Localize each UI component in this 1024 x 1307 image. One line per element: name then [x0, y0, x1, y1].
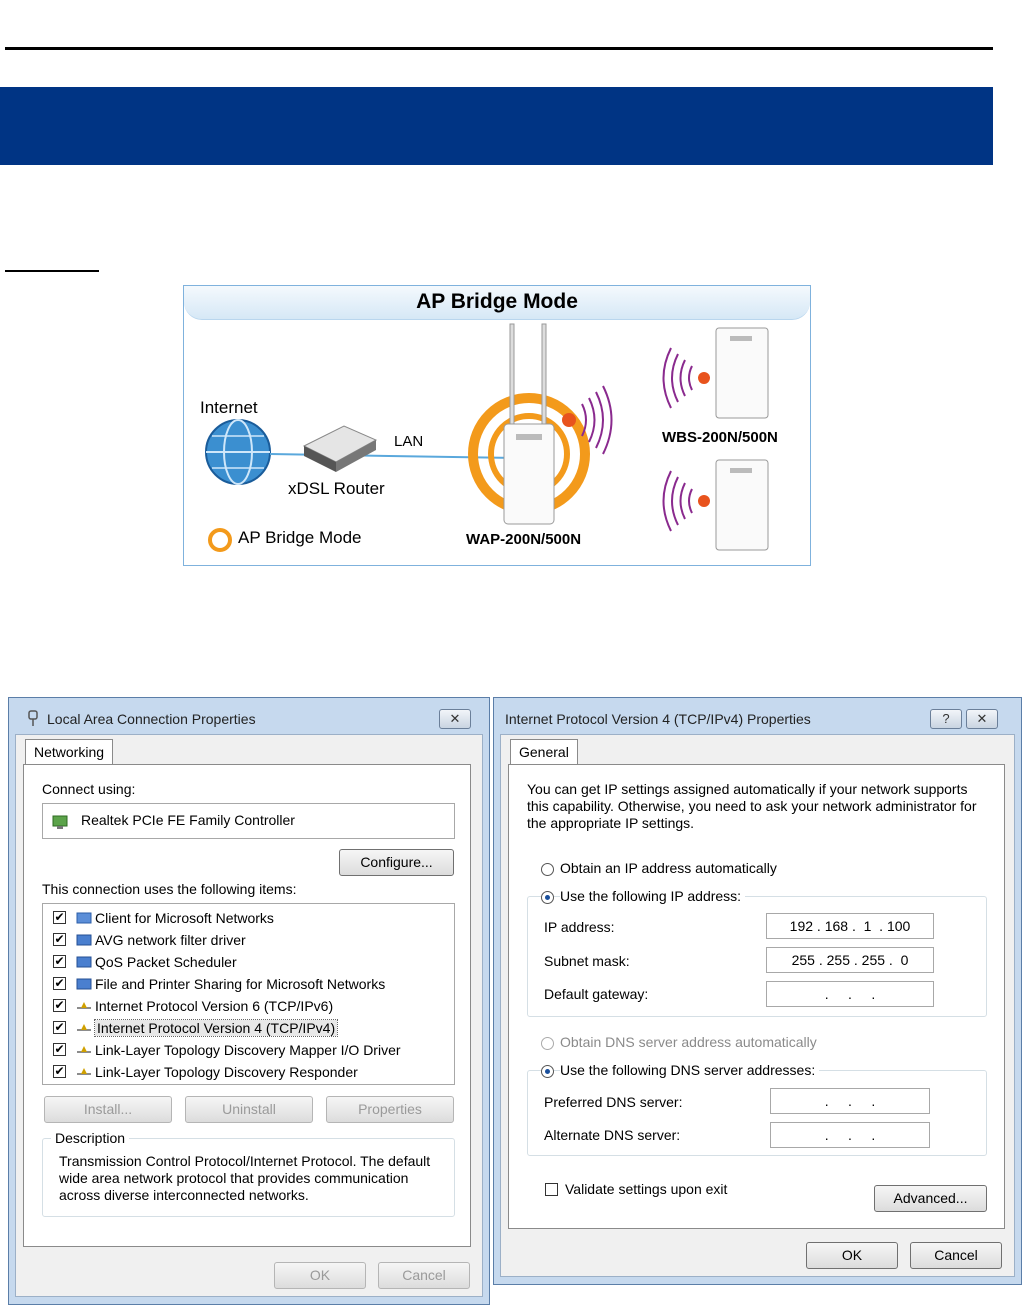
close-button[interactable]: ✕ — [439, 709, 471, 729]
intro-text: You can get IP settings assigned automatically if your network supports this capability. Otherwise, you need to ask your network administrator for the appropriate IP settings. — [527, 781, 977, 831]
list-item[interactable] — [43, 974, 453, 996]
access-point-icon — [504, 324, 554, 524]
ip-address-label: IP address: — [544, 919, 615, 935]
use-following-dns-radio[interactable] — [541, 1065, 554, 1078]
adapter-name: Realtek PCIe FE Family Controller — [81, 812, 295, 828]
install-button[interactable]: Install... — [44, 1096, 172, 1123]
items-label: This connection uses the following items: — [42, 881, 297, 897]
obtain-ip-auto-radio[interactable] — [541, 863, 554, 876]
heading-underline — [5, 270, 99, 272]
bridge-signal-bottom-icon — [664, 471, 711, 531]
router-icon — [304, 426, 376, 472]
description-text: Transmission Control Protocol/Internet Protocol. The default wide area network protocol that provides communication across diverse interconnected networks. — [59, 1153, 431, 1203]
list-item[interactable] — [43, 930, 453, 952]
lan-label: LAN — [394, 433, 424, 450]
cancel-button[interactable]: Cancel — [910, 1242, 1002, 1269]
item-checkbox[interactable]: ✔ — [54, 1064, 65, 1078]
client-network-icon — [76, 911, 92, 925]
use-following-dns-label: Use the following DNS server addresses: — [560, 1062, 819, 1078]
item-checkbox[interactable]: ✔ — [54, 976, 65, 990]
list-item[interactable] — [43, 1018, 453, 1040]
service-icon — [76, 933, 92, 947]
bridge-model-label: WBS-200N/500N — [662, 429, 778, 446]
list-item[interactable] — [43, 1040, 453, 1062]
network-adapter-icon — [51, 813, 69, 831]
internet-label: Internet — [200, 398, 258, 417]
item-label: Client for Microsoft Networks — [95, 910, 274, 926]
item-label: File and Printer Sharing for Microsoft Networks — [95, 976, 386, 992]
alternate-dns-label: Alternate DNS server: — [544, 1127, 681, 1143]
description-label: Description — [51, 1130, 129, 1146]
general-panel — [508, 764, 1005, 1229]
legend-label: AP Bridge Mode — [238, 528, 362, 547]
subnet-mask-input[interactable]: 255 . 255 . 255 . 0 — [766, 947, 934, 973]
preferred-dns-label: Preferred DNS server: — [544, 1094, 683, 1110]
ip-address-input[interactable]: 192 . 168 . 1 . 100 — [766, 913, 934, 939]
item-checkbox[interactable]: ✔ — [54, 1020, 65, 1034]
properties-button[interactable]: Properties — [326, 1096, 454, 1123]
legend-ring-icon — [210, 530, 230, 550]
protocol-icon — [76, 999, 92, 1013]
ap-model-label: WAP-200N/500N — [466, 531, 582, 548]
tab-general[interactable]: General — [510, 739, 578, 765]
bridge-device-top-icon — [716, 328, 768, 418]
protocol-icon — [76, 1065, 92, 1079]
item-label: AVG network filter driver — [95, 932, 246, 948]
use-following-ip-label: Use the following IP address: — [560, 888, 745, 904]
obtain-dns-auto-label: Obtain DNS server address automatically — [560, 1034, 817, 1050]
list-item[interactable] — [43, 908, 453, 930]
ok-button[interactable]: OK — [274, 1262, 366, 1289]
item-checkbox[interactable]: ✔ — [54, 998, 65, 1012]
items-list — [42, 903, 455, 1085]
use-following-ip-radio[interactable] — [541, 891, 554, 904]
item-checkbox[interactable]: ✔ — [54, 932, 65, 946]
ipv4-properties-window — [493, 697, 1022, 1285]
list-item[interactable] — [43, 1062, 453, 1084]
section-banner — [0, 87, 993, 165]
item-label: Internet Protocol Version 4 (TCP/IPv4) — [97, 1020, 336, 1036]
alternate-dns-input[interactable]: . . . — [770, 1122, 930, 1148]
preferred-dns-input[interactable]: . . . — [770, 1088, 930, 1114]
item-checkbox[interactable]: ✔ — [54, 1042, 65, 1056]
close-button[interactable]: ✕ — [966, 709, 998, 729]
list-item[interactable] — [43, 952, 453, 974]
configure-button[interactable]: Configure... — [339, 849, 454, 876]
validate-checkbox[interactable] — [545, 1183, 558, 1196]
tab-networking[interactable]: Networking — [25, 739, 113, 765]
lac-properties-window — [8, 697, 490, 1305]
ap-bridge-mode-diagram — [183, 285, 811, 566]
bridge-device-bottom-icon — [716, 460, 768, 550]
bridge-signal-top-icon — [664, 348, 711, 408]
item-label: QoS Packet Scheduler — [95, 954, 237, 970]
header-rule — [5, 47, 993, 50]
ok-button[interactable]: OK — [806, 1242, 898, 1269]
item-checkbox[interactable]: ✔ — [54, 954, 65, 968]
connect-using-label: Connect using: — [42, 781, 136, 797]
lac-client-area — [15, 734, 483, 1297]
obtain-dns-auto-radio[interactable] — [541, 1037, 554, 1050]
list-item[interactable] — [43, 996, 453, 1018]
item-label: Link-Layer Topology Discovery Mapper I/O Driver — [95, 1042, 401, 1058]
diagram-art — [184, 286, 810, 565]
router-label: xDSL Router — [288, 479, 385, 498]
obtain-ip-auto-label: Obtain an IP address automatically — [560, 860, 777, 876]
protocol-icon — [76, 1021, 92, 1035]
protocol-icon — [76, 1043, 92, 1057]
item-label: Internet Protocol Version 6 (TCP/IPv6) — [95, 998, 334, 1014]
help-button[interactable]: ? — [930, 709, 962, 729]
item-checkbox[interactable]: ✔ — [54, 910, 65, 924]
ipv4-window-title: Internet Protocol Version 4 (TCP/IPv4) Properties — [505, 711, 811, 727]
networking-panel — [23, 764, 471, 1247]
default-gateway-label: Default gateway: — [544, 986, 649, 1002]
service-icon — [76, 977, 92, 991]
cancel-button[interactable]: Cancel — [378, 1262, 470, 1289]
lac-window-title: Local Area Connection Properties — [47, 711, 256, 727]
adapter-box — [42, 803, 455, 839]
diagram-title: AP Bridge Mode — [416, 290, 578, 313]
advanced-button[interactable]: Advanced... — [874, 1185, 987, 1212]
default-gateway-input[interactable]: . . . — [766, 981, 934, 1007]
ipv4-client-area — [500, 734, 1015, 1277]
network-plug-icon — [26, 709, 40, 727]
validate-label: Validate settings upon exit — [565, 1181, 728, 1197]
service-icon — [76, 955, 92, 969]
subnet-mask-label: Subnet mask: — [544, 953, 630, 969]
item-label: Link-Layer Topology Discovery Responder — [95, 1064, 358, 1080]
globe-icon — [206, 420, 270, 484]
uninstall-button[interactable]: Uninstall — [185, 1096, 313, 1123]
